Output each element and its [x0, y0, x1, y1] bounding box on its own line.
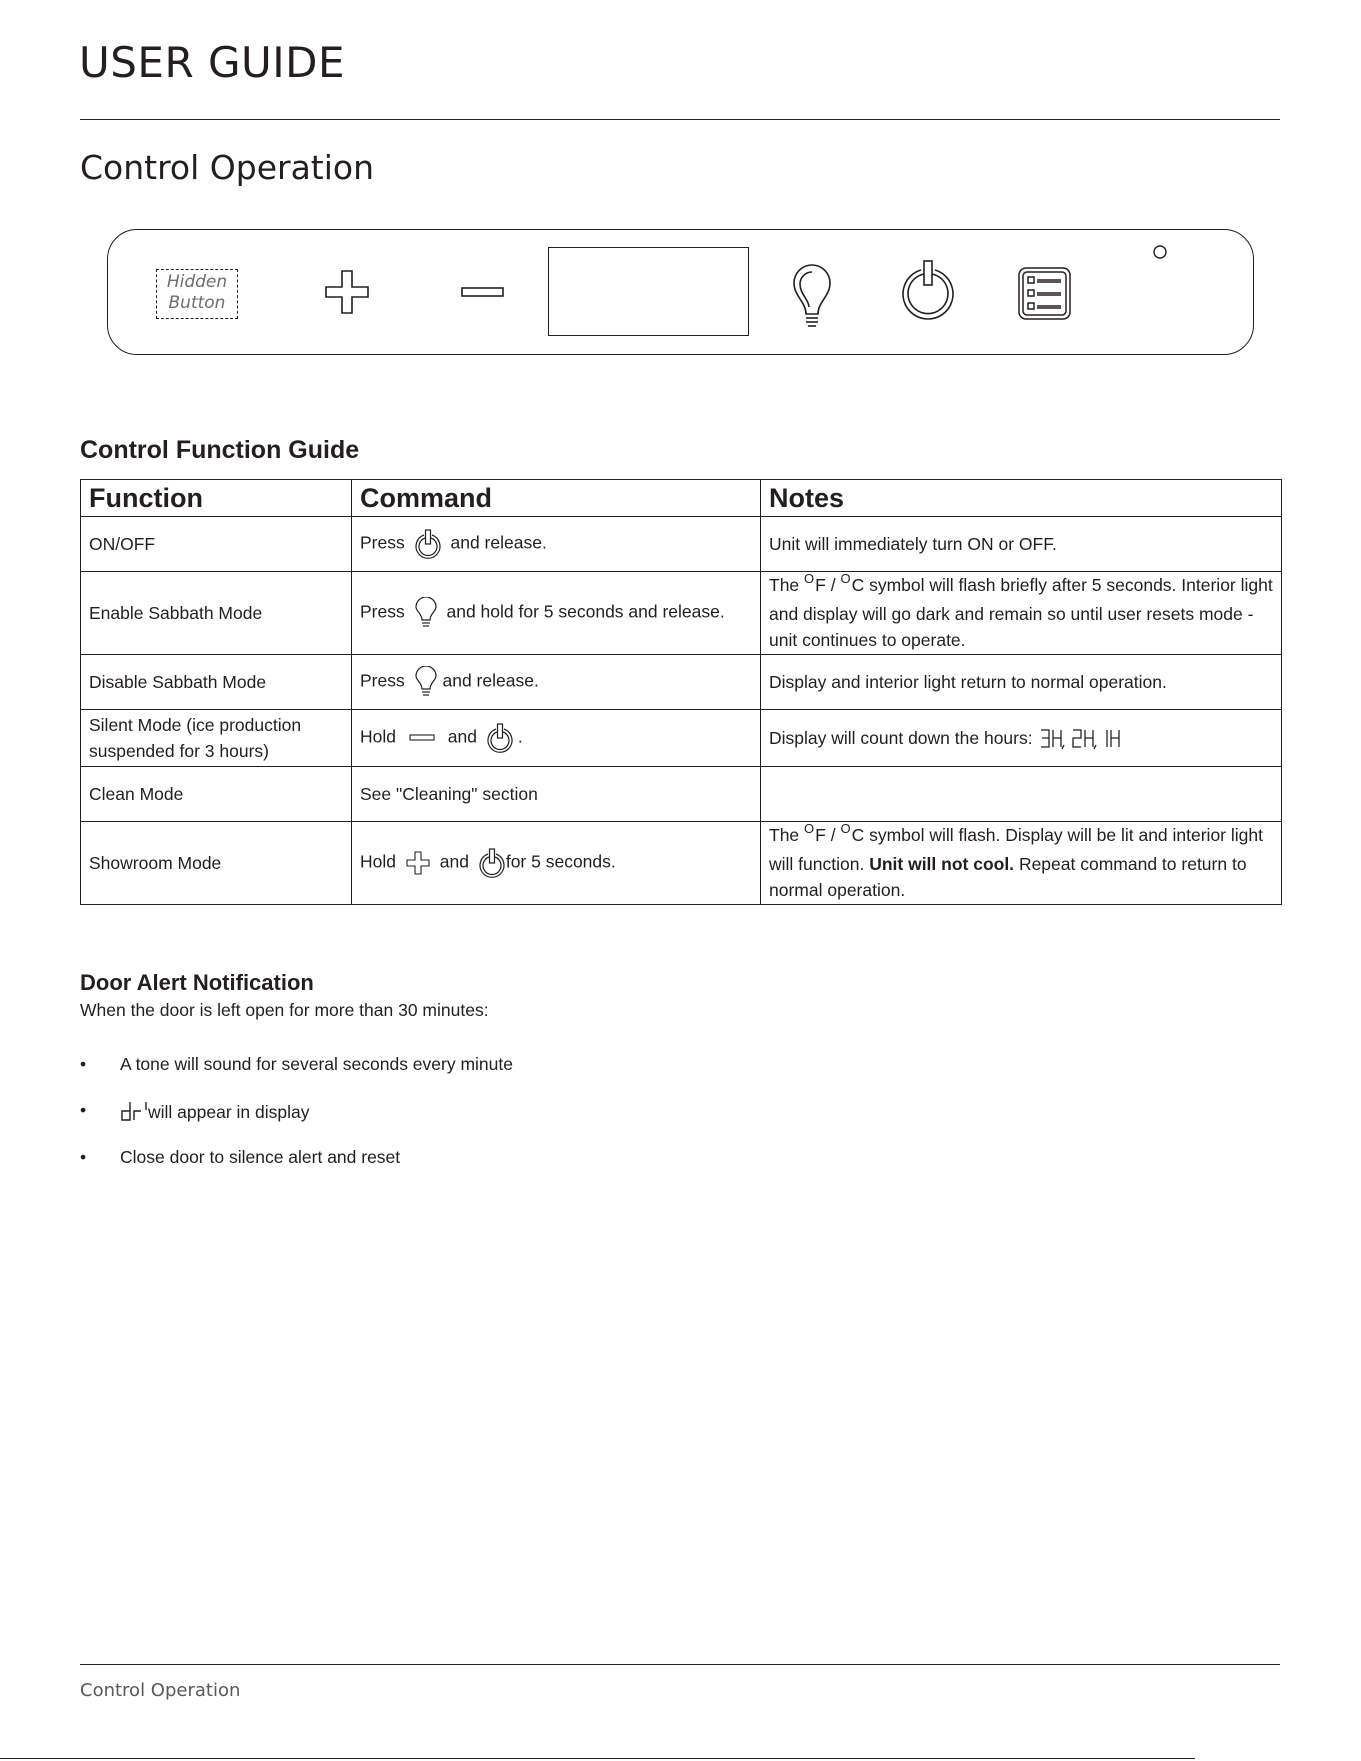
- row-notes: Display and interior light return to normal operation.: [761, 655, 1282, 710]
- page-header-title: USER GUIDE: [79, 38, 346, 87]
- notes-text: C symbol will flash briefly after 5 seconds. Interior light and display will go dark and remain so until user resets mode - unit continues to operate.: [769, 575, 1273, 651]
- row-function: ON/OFF: [81, 517, 352, 572]
- door-alert-intro: When the door is left open for more than 30 minutes:: [80, 1000, 489, 1020]
- notes-text: C symbol will flash. Display will be lit and interior light will function.: [769, 825, 1263, 874]
- footer-text: Control Operation: [80, 1680, 241, 1701]
- row-command: See "Cleaning" section: [352, 767, 761, 822]
- row-function: Silent Mode (ice production suspended for 3 hours): [81, 710, 352, 767]
- header-notes: Notes: [761, 480, 1282, 517]
- row-notes: [761, 822, 1282, 905]
- menu-icon[interactable]: [1019, 268, 1070, 319]
- row-function: Showroom Mode: [81, 822, 352, 905]
- hidden-button-label: Button: [168, 293, 226, 313]
- minus-icon[interactable]: [462, 288, 503, 296]
- display-window: [548, 247, 749, 336]
- degree-symbol: O: [804, 821, 815, 837]
- minus-icon: [407, 732, 437, 744]
- list-item-text: A tone will sound for several seconds every minute: [120, 1054, 513, 1074]
- table-row: [81, 822, 1282, 905]
- notes-text: F /: [815, 825, 836, 846]
- hidden-button-label: Hidden: [166, 272, 228, 292]
- page-bottom-edge: [0, 1758, 1195, 1759]
- command-text: Press: [360, 601, 405, 622]
- function-guide-table: [80, 479, 1282, 905]
- light-bulb-icon[interactable]: [794, 265, 830, 326]
- control-panel-diagram: [107, 229, 1254, 355]
- list-item-text: Close door to silence alert and reset: [120, 1147, 401, 1167]
- indicator-light-icon: [1154, 246, 1166, 258]
- header-command: Command: [352, 480, 761, 517]
- command-text: Hold: [360, 726, 396, 747]
- bullet: •: [80, 1100, 87, 1120]
- plus-icon[interactable]: [326, 271, 368, 313]
- page-title: Control Operation: [80, 148, 375, 187]
- table-row: [81, 655, 1282, 710]
- power-icon: [486, 723, 514, 753]
- notes-text: Repeat command to return to normal operation.: [769, 853, 1247, 901]
- degree-symbol: O: [840, 821, 851, 837]
- notes-bold-text: Unit will not cool.: [869, 853, 1015, 874]
- row-notes: [761, 710, 1282, 767]
- degree-symbol: O: [840, 571, 851, 587]
- table-row: [81, 710, 1282, 767]
- plus-icon: [405, 850, 431, 876]
- power-icon: [478, 848, 506, 878]
- row-command: [352, 655, 761, 710]
- row-function: Clean Mode: [81, 767, 352, 822]
- row-command: [352, 710, 761, 767]
- bullet: •: [80, 1147, 87, 1167]
- row-function: Disable Sabbath Mode: [81, 655, 352, 710]
- light-bulb-icon: [414, 597, 438, 629]
- command-text: and release.: [450, 532, 547, 553]
- command-text: .: [517, 726, 523, 747]
- table-row: [81, 517, 1282, 572]
- command-text: for 5 seconds.: [505, 851, 616, 872]
- function-guide-title: Control Function Guide: [80, 436, 360, 464]
- row-notes: [761, 572, 1282, 655]
- command-text: and hold for 5 seconds and release.: [446, 601, 725, 622]
- table-row: [81, 572, 1282, 655]
- command-text: Press: [360, 670, 405, 691]
- degree-symbol: O: [804, 571, 815, 587]
- door-display-dr-icon: [120, 1100, 148, 1122]
- list-item-content: [120, 1100, 309, 1123]
- row-notes: Unit will immediately turn ON or OFF.: [761, 517, 1282, 572]
- command-text: and release.: [442, 670, 539, 691]
- row-command: [352, 822, 761, 905]
- table-header-row: [81, 480, 1282, 517]
- light-bulb-icon: [414, 666, 438, 698]
- bullet: •: [80, 1054, 87, 1074]
- row-notes: [761, 767, 1282, 822]
- list-item-text: will appear in display: [148, 1102, 310, 1122]
- table-row: [81, 767, 1282, 822]
- power-icon: [414, 529, 442, 559]
- row-function: Enable Sabbath Mode: [81, 572, 352, 655]
- command-text: Press: [360, 532, 405, 553]
- command-text: Hold: [360, 851, 396, 872]
- command-text: and: [439, 851, 469, 872]
- notes-text: Display will count down the hours:: [769, 727, 1033, 748]
- row-command: [352, 572, 761, 655]
- command-text: and: [447, 726, 477, 747]
- power-icon[interactable]: [903, 261, 953, 319]
- notes-text: F /: [815, 575, 836, 596]
- door-alert-title: Door Alert Notification: [80, 970, 314, 995]
- header-divider: [80, 119, 1280, 120]
- footer-divider: [80, 1664, 1280, 1665]
- notes-text: The: [769, 825, 800, 846]
- header-function: Function: [81, 480, 352, 517]
- segment-display-countdown-icon: [1039, 728, 1131, 750]
- row-command: [352, 517, 761, 572]
- notes-text: The: [769, 575, 800, 596]
